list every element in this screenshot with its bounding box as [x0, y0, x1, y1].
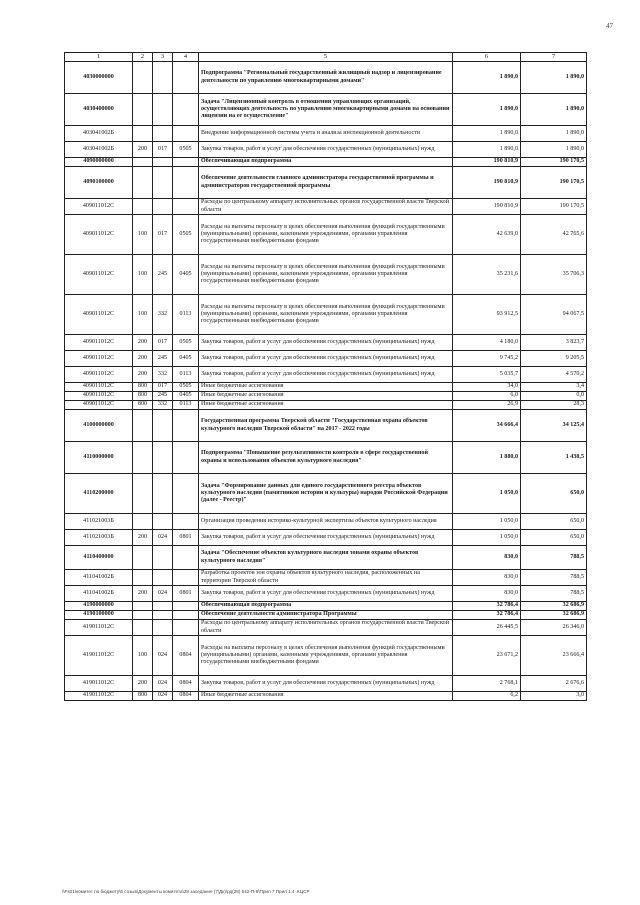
amount-col6-cell: 830,0	[453, 586, 521, 602]
ministry-code-cell: 024	[153, 586, 173, 602]
section-code-cell: 0801	[173, 530, 199, 546]
section-code-cell	[173, 514, 199, 530]
budget-code-cell: 409011012С	[65, 351, 133, 367]
budget-code-cell: 409011012С	[65, 367, 133, 383]
amount-col6-cell: 1 050,0	[453, 530, 521, 546]
budget-code-cell: 403041002Б	[65, 126, 133, 142]
amount-col6-cell: 34,0	[453, 383, 521, 392]
amount-col7-cell: 28,3	[521, 401, 587, 410]
amount-col7-cell: 788,5	[521, 570, 587, 586]
section-code-cell	[173, 410, 199, 442]
amount-col7-cell: 0,0	[521, 392, 587, 401]
budget-code-cell: 409011012С	[65, 401, 133, 410]
ministry-code-cell: 017	[153, 335, 173, 351]
section-code-cell: 0405	[173, 351, 199, 367]
amount-col6-cell: 5 035,7	[453, 367, 521, 383]
amount-col6-cell: 190 810,9	[453, 158, 521, 167]
column-header: 7	[521, 53, 587, 62]
amount-col6-cell: 26 445,5	[453, 620, 521, 636]
ministry-code-cell	[153, 602, 173, 611]
section-code-cell: 0405	[173, 255, 199, 295]
column-header: 5	[199, 53, 453, 62]
item-name-cell: Обеспечивающая подпрограмма	[199, 158, 453, 167]
amount-col7-cell: 3,0	[521, 692, 587, 701]
type-code-cell	[133, 126, 153, 142]
amount-col7-cell: 1 890,0	[521, 62, 587, 94]
type-code-cell	[133, 94, 153, 126]
section-code-cell	[173, 199, 199, 215]
section-code-cell	[173, 611, 199, 620]
table-row	[65, 62, 587, 94]
amount-col7-cell: 650,0	[521, 514, 587, 530]
ministry-code-cell	[153, 126, 173, 142]
amount-col7-cell: 190 170,5	[521, 158, 587, 167]
section-code-cell	[173, 158, 199, 167]
table-row	[65, 142, 587, 158]
item-name-cell: Иные бюджетные ассигнования	[199, 692, 453, 701]
ministry-code-cell: 017	[153, 215, 173, 255]
item-name-cell: Закупка товаров, работ и услуг для обеспечения государственных (муниципальных) нужд	[199, 335, 453, 351]
type-code-cell: 100	[133, 255, 153, 295]
table-row	[65, 474, 587, 514]
column-header: 6	[453, 53, 521, 62]
file-path-footer: \\Fs01\комитет по бюджету\6 созыв\Документы комитета\28 заседание (7\Дк)\рд(28) 542-П-6\Прил 7 Прил 1.4 .КЦСР	[62, 889, 310, 894]
type-code-cell	[133, 199, 153, 215]
budget-table	[64, 52, 587, 701]
item-name-cell: Задача "Лицензионный контроль в отношении управляющих организаций, осуществляющих деятельность по управлению многоквартирными домами на основании лицензии на ее осуществление"	[199, 94, 453, 126]
ministry-code-cell: 024	[153, 530, 173, 546]
item-name-cell: Обеспечение деятельности главного администратора государственной программы и администраторов государственной программы	[199, 167, 453, 199]
table-row	[65, 620, 587, 636]
section-code-cell: 0505	[173, 335, 199, 351]
type-code-cell	[133, 158, 153, 167]
ministry-code-cell	[153, 514, 173, 530]
table-row	[65, 410, 587, 442]
table-header-row	[65, 53, 587, 62]
item-name-cell: Закупка товаров, работ и услуг для обеспечения государственных (муниципальных) нужд	[199, 586, 453, 602]
amount-col7-cell: 4 570,2	[521, 367, 587, 383]
item-name-cell: Закупка товаров, работ и услуг для обеспечения государственных (муниципальных) нужд	[199, 530, 453, 546]
type-code-cell: 200	[133, 586, 153, 602]
amount-col6-cell: 190 810,9	[453, 167, 521, 199]
item-name-cell: Иные бюджетные ассигнования	[199, 401, 453, 410]
section-code-cell: 0804	[173, 636, 199, 676]
item-name-cell: Закупка товаров, работ и услуг для обеспечения государственных (муниципальных) нужд	[199, 676, 453, 692]
amount-col7-cell: 9 205,5	[521, 351, 587, 367]
ministry-code-cell: 332	[153, 367, 173, 383]
ministry-code-cell: 017	[153, 142, 173, 158]
amount-col7-cell: 190 170,5	[521, 167, 587, 199]
amount-col7-cell: 32 686,9	[521, 611, 587, 620]
type-code-cell	[133, 611, 153, 620]
budget-code-cell: 411021003Б	[65, 530, 133, 546]
amount-col6-cell: 1 890,0	[453, 94, 521, 126]
type-code-cell: 800	[133, 692, 153, 701]
section-code-cell	[173, 570, 199, 586]
table-row	[65, 611, 587, 620]
ministry-code-cell	[153, 410, 173, 442]
amount-col6-cell: 830,0	[453, 570, 521, 586]
ministry-code-cell: 017	[153, 383, 173, 392]
amount-col6-cell: 1 890,0	[453, 126, 521, 142]
budget-code-cell: 419011012С	[65, 692, 133, 701]
column-header: 2	[133, 53, 153, 62]
item-name-cell: Обеспечивающая подпрограмма	[199, 602, 453, 611]
amount-col6-cell: 34 666,4	[453, 410, 521, 442]
table-row	[65, 676, 587, 692]
amount-col7-cell: 1 890,0	[521, 126, 587, 142]
amount-col7-cell: 1 438,5	[521, 442, 587, 474]
item-name-cell: Закупка товаров, работ и услуг для обеспечения государственных (муниципальных) нужд	[199, 367, 453, 383]
budget-code-cell: 411041002Б	[65, 570, 133, 586]
page-number: 47	[606, 22, 613, 30]
table-row	[65, 514, 587, 530]
item-name-cell: Разработка проектов зон охраны объектов культурного наследия, расположенных на территории Тверской области	[199, 570, 453, 586]
type-code-cell	[133, 514, 153, 530]
type-code-cell: 200	[133, 530, 153, 546]
amount-col6-cell: 1 050,0	[453, 514, 521, 530]
ministry-code-cell	[153, 199, 173, 215]
ministry-code-cell	[153, 442, 173, 474]
budget-code-cell: 4030400000	[65, 94, 133, 126]
item-name-cell: Государственная программа Тверской области "Государственная охрана объектов культурного наследия Тверской области" на 2017 - 2022 годы	[199, 410, 453, 442]
item-name-cell: Расходы на выплаты персоналу в целях обеспечения выполнения функций государственными (муниципальными) органами, казенными учреждениями, органами управления государственными внебюджетными фондами	[199, 215, 453, 255]
table-row	[65, 636, 587, 676]
table-row	[65, 530, 587, 546]
ministry-code-cell	[153, 167, 173, 199]
budget-code-cell: 409011012С	[65, 335, 133, 351]
table-row	[65, 401, 587, 410]
amount-col7-cell: 34 125,4	[521, 410, 587, 442]
budget-code-cell: 419011012С	[65, 620, 133, 636]
column-header: 1	[65, 53, 133, 62]
item-name-cell: Закупка товаров, работ и услуг для обеспечения государственных (муниципальных) нужд	[199, 351, 453, 367]
section-code-cell	[173, 602, 199, 611]
section-code-cell	[173, 62, 199, 94]
amount-col6-cell: 1 880,0	[453, 442, 521, 474]
amount-col7-cell: 788,5	[521, 546, 587, 570]
budget-code-cell: 4100000000	[65, 410, 133, 442]
item-name-cell: Расходы на выплаты персоналу в целях обеспечения выполнения функций государственными (муниципальными) органами, казенными учреждениями, органами управления государственными внебюджетными фондами	[199, 255, 453, 295]
table-row	[65, 570, 587, 586]
type-code-cell: 800	[133, 401, 153, 410]
amount-col7-cell: 3 823,7	[521, 335, 587, 351]
budget-code-cell: 409011012С	[65, 392, 133, 401]
amount-col7-cell: 650,0	[521, 474, 587, 514]
amount-col7-cell: 1 890,0	[521, 94, 587, 126]
table-row	[65, 546, 587, 570]
amount-col7-cell: 650,0	[521, 530, 587, 546]
budget-code-cell: 4190100000	[65, 611, 133, 620]
section-code-cell: 0505	[173, 383, 199, 392]
section-code-cell	[173, 442, 199, 474]
budget-code-cell: 409011012С	[65, 383, 133, 392]
type-code-cell: 200	[133, 676, 153, 692]
section-code-cell: 0505	[173, 142, 199, 158]
item-name-cell: Закупка товаров, работ и услуг для обеспечения государственных (муниципальных) нужд	[199, 142, 453, 158]
ministry-code-cell: 024	[153, 676, 173, 692]
table-row	[65, 126, 587, 142]
budget-code-cell: 403041002Б	[65, 142, 133, 158]
table-row	[65, 392, 587, 401]
section-code-cell: 0801	[173, 586, 199, 602]
budget-code-cell: 4110400000	[65, 546, 133, 570]
ministry-code-cell	[153, 158, 173, 167]
type-code-cell	[133, 62, 153, 94]
table-row	[65, 442, 587, 474]
ministry-code-cell: 024	[153, 636, 173, 676]
ministry-code-cell: 245	[153, 392, 173, 401]
amount-col6-cell: 32 786,4	[453, 611, 521, 620]
ministry-code-cell	[153, 611, 173, 620]
amount-col7-cell: 190 170,5	[521, 199, 587, 215]
amount-col7-cell: 32 686,9	[521, 602, 587, 611]
type-code-cell: 200	[133, 335, 153, 351]
table-row	[65, 167, 587, 199]
item-name-cell: Организация проведения историко-культурной экспертизы объектов культурного наследия	[199, 514, 453, 530]
type-code-cell	[133, 442, 153, 474]
amount-col6-cell: 23 671,2	[453, 636, 521, 676]
item-name-cell: Обеспечение деятельности администратора Программы	[199, 611, 453, 620]
amount-col7-cell: 94 067,5	[521, 295, 587, 335]
section-code-cell	[173, 126, 199, 142]
type-code-cell	[133, 167, 153, 199]
section-code-cell: 0113	[173, 295, 199, 335]
budget-code-cell: 409011012С	[65, 295, 133, 335]
section-code-cell	[173, 167, 199, 199]
budget-code-cell: 4030000000	[65, 62, 133, 94]
amount-col6-cell: 6,0	[453, 392, 521, 401]
ministry-code-cell: 024	[153, 692, 173, 701]
ministry-code-cell	[153, 620, 173, 636]
column-header: 4	[173, 53, 199, 62]
budget-code-cell: 4090100000	[65, 167, 133, 199]
section-code-cell	[173, 620, 199, 636]
amount-col7-cell: 23 666,4	[521, 636, 587, 676]
column-header: 3	[153, 53, 173, 62]
ministry-code-cell	[153, 474, 173, 514]
type-code-cell: 800	[133, 392, 153, 401]
ministry-code-cell	[153, 546, 173, 570]
type-code-cell: 100	[133, 295, 153, 335]
type-code-cell	[133, 410, 153, 442]
amount-col6-cell: 2 768,1	[453, 676, 521, 692]
section-code-cell	[173, 94, 199, 126]
item-name-cell: Расходы на выплаты персоналу в целях обеспечения выполнения функций государственными (муниципальными) органами, казенными учреждениями, органами управления государственными внебюджетными фондами	[199, 636, 453, 676]
amount-col6-cell: 1 890,0	[453, 142, 521, 158]
ministry-code-cell: 245	[153, 255, 173, 295]
table-row	[65, 602, 587, 611]
item-name-cell: Расходы по центральному аппарату исполнительных органов государственной власти Тверской области	[199, 199, 453, 215]
item-name-cell: Задача "Обеспечение объектов культурного наследия зонами охраны объектов культурного наследия"	[199, 546, 453, 570]
amount-col6-cell: 35 231,6	[453, 255, 521, 295]
budget-code-cell: 409011012С	[65, 215, 133, 255]
amount-col6-cell: 190 810,9	[453, 199, 521, 215]
table-row	[65, 383, 587, 392]
budget-code-cell: 411041002Б	[65, 586, 133, 602]
type-code-cell	[133, 602, 153, 611]
type-code-cell	[133, 570, 153, 586]
ministry-code-cell: 332	[153, 295, 173, 335]
table-row	[65, 367, 587, 383]
type-code-cell	[133, 474, 153, 514]
table-row	[65, 158, 587, 167]
table-row	[65, 199, 587, 215]
amount-col6-cell: 830,0	[453, 546, 521, 570]
amount-col7-cell: 788,5	[521, 586, 587, 602]
budget-code-cell: 419011012С	[65, 636, 133, 676]
section-code-cell: 0405	[173, 392, 199, 401]
amount-col7-cell: 1 890,0	[521, 142, 587, 158]
item-name-cell: Внедрение информационной системы учета и анализа инспекционной деятельности	[199, 126, 453, 142]
type-code-cell: 800	[133, 383, 153, 392]
budget-code-cell: 4110000000	[65, 442, 133, 474]
section-code-cell: 0505	[173, 215, 199, 255]
table-row	[65, 335, 587, 351]
budget-code-cell: 4190000000	[65, 602, 133, 611]
table-row	[65, 255, 587, 295]
section-code-cell: 0804	[173, 692, 199, 701]
section-code-cell: 0113	[173, 401, 199, 410]
section-code-cell	[173, 474, 199, 514]
ministry-code-cell	[153, 570, 173, 586]
item-name-cell: Иные бюджетные ассигнования	[199, 392, 453, 401]
ministry-code-cell	[153, 62, 173, 94]
section-code-cell: 0113	[173, 367, 199, 383]
amount-col7-cell: 35 706,3	[521, 255, 587, 295]
table-row	[65, 692, 587, 701]
type-code-cell	[133, 546, 153, 570]
item-name-cell: Расходы по центральному аппарату исполнительных органов государственной власти Тверской области	[199, 620, 453, 636]
type-code-cell: 200	[133, 351, 153, 367]
amount-col6-cell: 32 786,4	[453, 602, 521, 611]
section-code-cell	[173, 546, 199, 570]
amount-col7-cell: 42 765,6	[521, 215, 587, 255]
ministry-code-cell: 245	[153, 351, 173, 367]
amount-col7-cell: 3,4	[521, 383, 587, 392]
ministry-code-cell: 332	[153, 401, 173, 410]
amount-col7-cell: 2 676,6	[521, 676, 587, 692]
ministry-code-cell	[153, 94, 173, 126]
item-name-cell: Подпрограмма "Повышение результативности контроля в сфере государственной охраны и использования объектов культурного наследия"	[199, 442, 453, 474]
amount-col6-cell: 6,2	[453, 692, 521, 701]
amount-col6-cell: 42 639,0	[453, 215, 521, 255]
amount-col6-cell: 1 050,0	[453, 474, 521, 514]
table-row	[65, 351, 587, 367]
type-code-cell: 200	[133, 142, 153, 158]
item-name-cell: Подпрограмма "Региональный государственный жилищный надзор и лицензирование деятельности по управлению многоквартирными домами"	[199, 62, 453, 94]
item-name-cell: Расходы на выплаты персоналу в целях обеспечения выполнения функций государственными (муниципальными) органами, казенными учреждениями, органами управления государственными внебюджетными фондами	[199, 295, 453, 335]
table-row	[65, 295, 587, 335]
type-code-cell: 100	[133, 636, 153, 676]
item-name-cell: Иные бюджетные ассигнования	[199, 383, 453, 392]
table-row	[65, 586, 587, 602]
section-code-cell: 0804	[173, 676, 199, 692]
budget-code-cell: 419011012С	[65, 676, 133, 692]
type-code-cell: 100	[133, 215, 153, 255]
table-row	[65, 215, 587, 255]
amount-col6-cell: 4 180,0	[453, 335, 521, 351]
type-code-cell: 200	[133, 367, 153, 383]
amount-col6-cell: 26,9	[453, 401, 521, 410]
budget-code-cell: 409011012С	[65, 199, 133, 215]
amount-col6-cell: 1 890,0	[453, 62, 521, 94]
table-row	[65, 94, 587, 126]
budget-code-cell: 4110200000	[65, 474, 133, 514]
item-name-cell: Задача "Формирование данных для единого государственного реестра объектов культурного наследия (памятников истории и культуры) народов Российской Федерации (далее - Реестр)"	[199, 474, 453, 514]
type-code-cell	[133, 620, 153, 636]
budget-code-cell: 409011012С	[65, 255, 133, 295]
budget-code-cell: 411021003Б	[65, 514, 133, 530]
amount-col7-cell: 26 346,0	[521, 620, 587, 636]
budget-code-cell: 4090000000	[65, 158, 133, 167]
amount-col6-cell: 93 912,5	[453, 295, 521, 335]
amount-col6-cell: 9 745,2	[453, 351, 521, 367]
